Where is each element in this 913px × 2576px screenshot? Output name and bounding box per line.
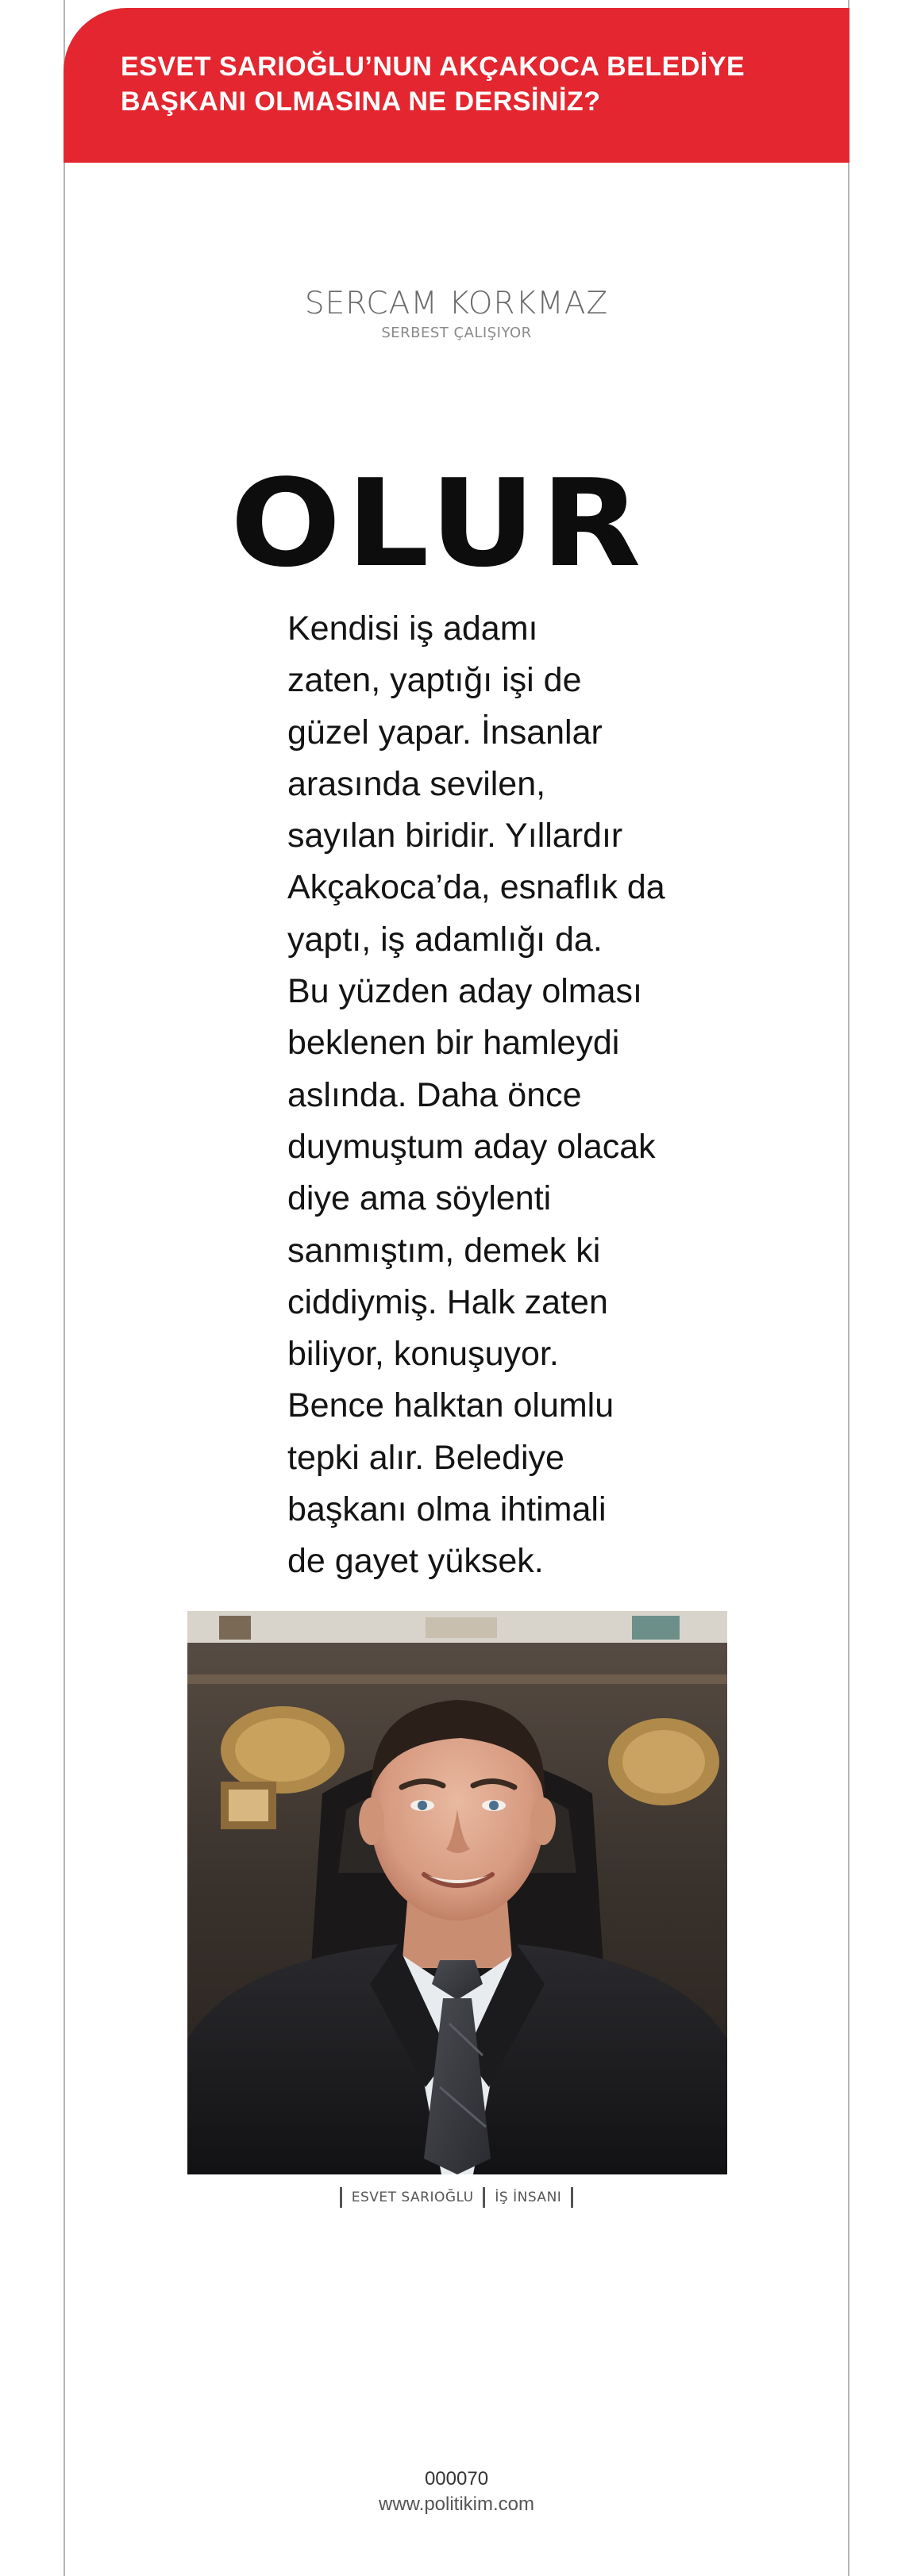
page-number: 000070	[424, 2468, 489, 2489]
answer-line: Kendisi iş adamı	[287, 609, 538, 648]
answer-line: beklenen bir hamleydi	[287, 1024, 620, 1063]
portrait-photo	[187, 1611, 727, 2174]
caption-divider	[483, 2187, 485, 2208]
portrait-illustration	[187, 1611, 727, 2174]
answer-line: aslında. Daha önce	[287, 1075, 582, 1114]
question-banner	[64, 8, 849, 163]
author-role: SERBEST ÇALIŞIYOR	[381, 325, 532, 341]
question-line-2: BAŞKANI OLMASINA NE DERSİNİZ?	[121, 87, 601, 117]
answer-line: arasında sevilen,	[287, 764, 546, 803]
caption-title: İŞ İNSANI	[495, 2190, 562, 2205]
page-footer	[64, 2466, 849, 2517]
answer-line: başkanı olma ihtimali	[287, 1490, 607, 1529]
answer-line: duymuştum aday olacak	[287, 1127, 656, 1166]
caption-name: ESVET SARIOĞLU	[351, 2190, 474, 2205]
caption-divider	[340, 2187, 342, 2208]
answer-line: ciddiymiş. Halk zaten	[287, 1282, 608, 1321]
answer-text	[287, 603, 665, 1588]
answer-line: sayılan biridir. Yıllardır	[287, 817, 623, 855]
answer-verdict: OLUR	[230, 453, 646, 594]
answer-line: biliyor, konuşuyor.	[287, 1335, 559, 1374]
question-line-1: ESVET SARIOĞLU’NUN AKÇAKOCA BELEDİYE	[121, 52, 745, 82]
answer-line: yaptı, iş adamlığı da.	[287, 920, 603, 959]
answer-line: de gayet yüksek.	[287, 1542, 544, 1581]
answer-line: sanmıştım, demek ki	[287, 1231, 601, 1270]
answer-line: zaten, yaptığı işi de	[287, 661, 582, 700]
answer-line: güzel yapar. İnsanlar	[287, 713, 603, 752]
author-name: SERCAM KORKMAZ	[304, 286, 609, 321]
photo-caption	[64, 2187, 849, 2208]
answer-line: Bence halktan olumlu	[287, 1386, 614, 1425]
answer-line: diye ama söylenti	[287, 1179, 552, 1218]
answer-line: Bu yüzden aday olması	[287, 972, 642, 1011]
author-block	[64, 286, 849, 343]
caption-divider	[571, 2187, 573, 2208]
answer-line: tepki alır. Belediye	[287, 1438, 564, 1477]
answer-line: Akçakoca’da, esnaflık da	[287, 868, 665, 907]
site-url[interactable]: www.politikim.com	[378, 2493, 535, 2515]
